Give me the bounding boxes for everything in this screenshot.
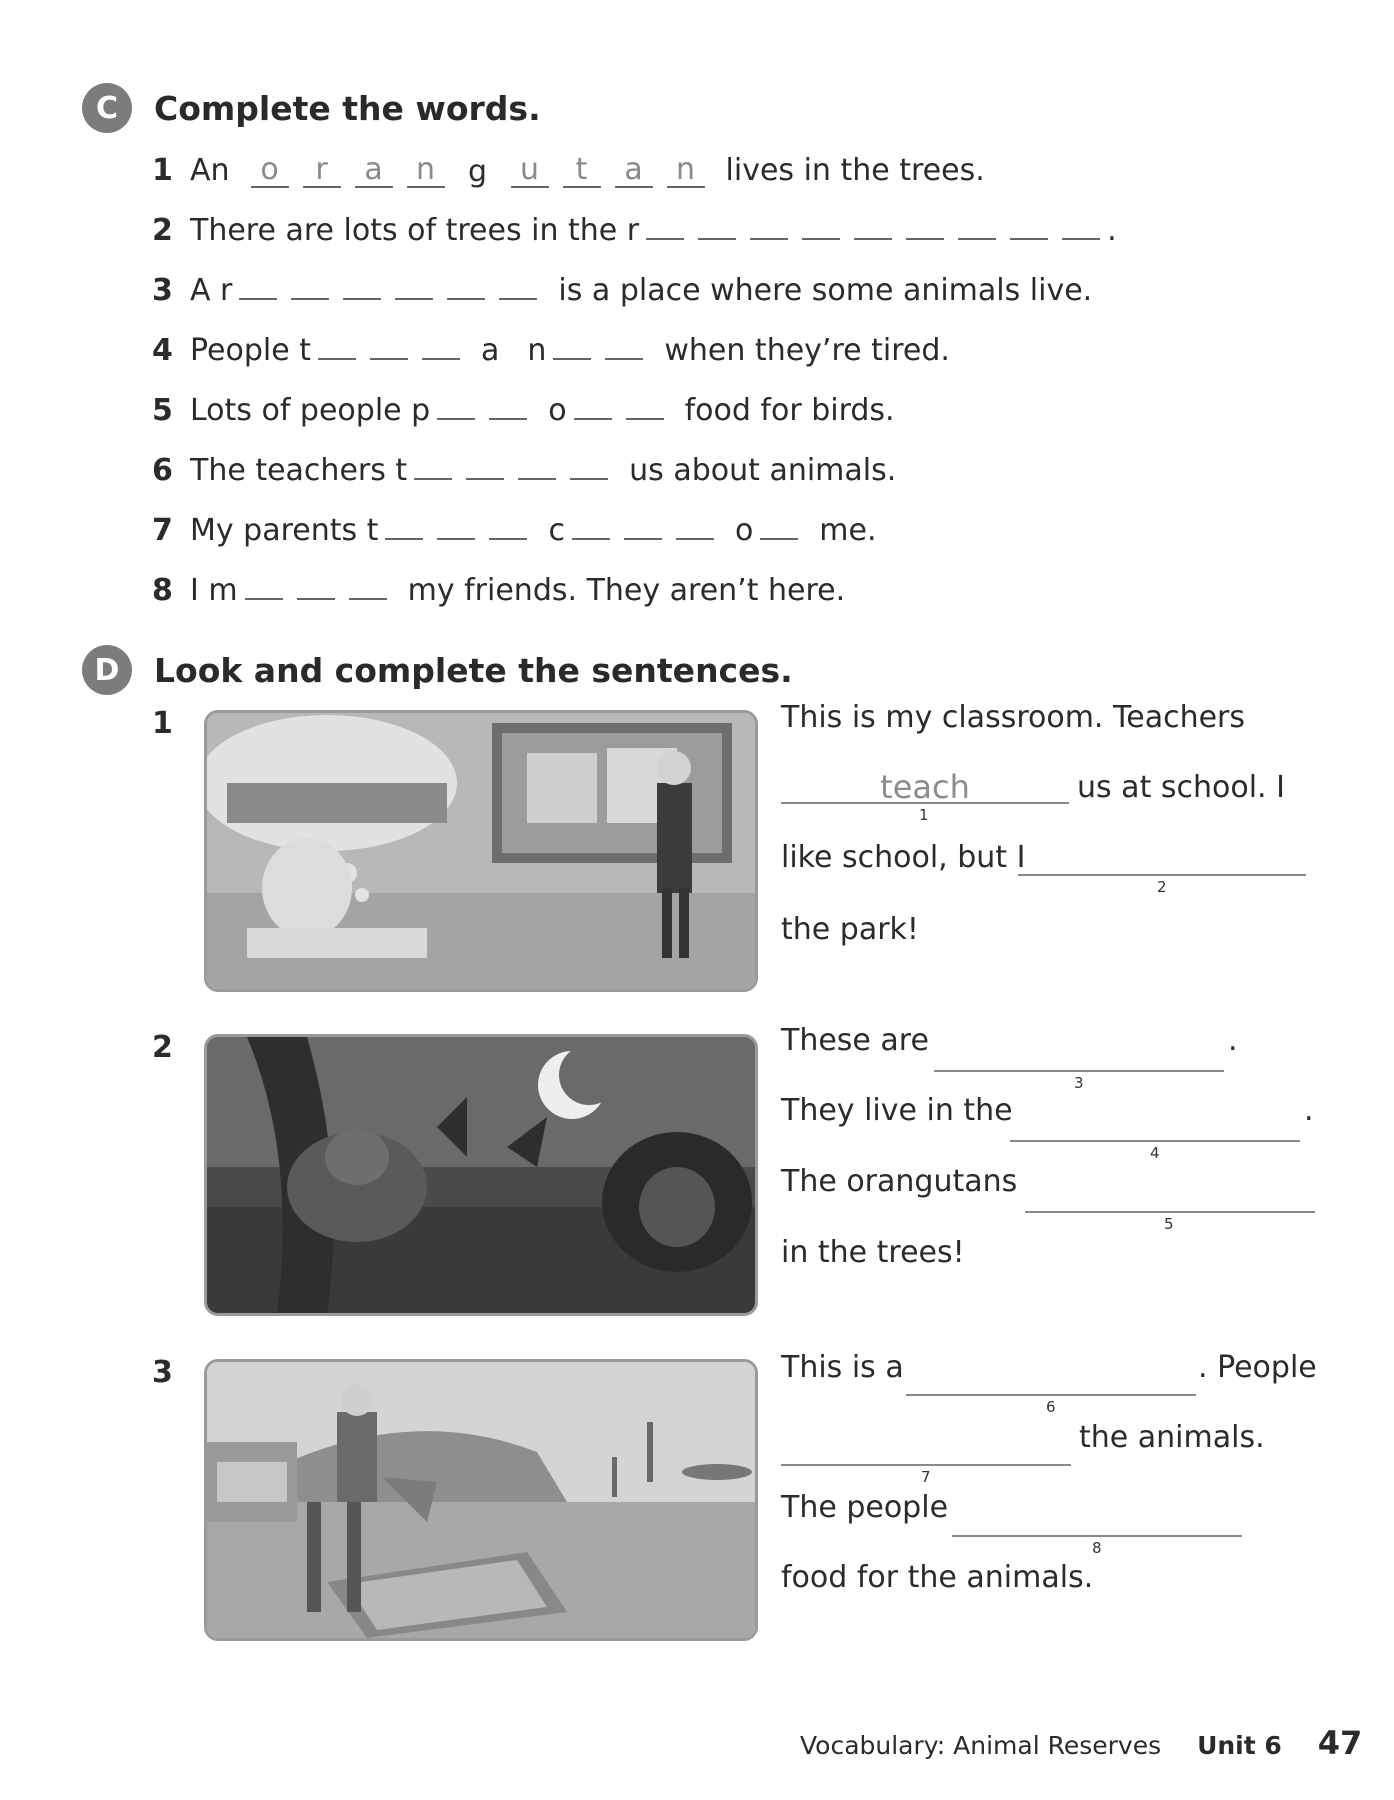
c-item-6: [152, 448, 896, 488]
animal-reserve-illustration: [204, 1359, 758, 1641]
section-d-heading: [82, 645, 793, 695]
letter-blank[interactable]: [489, 416, 527, 420]
blank-number: 4: [1150, 1144, 1160, 1162]
example-letter: n: [407, 154, 445, 188]
letter-blank[interactable]: [395, 296, 433, 300]
letter-blank[interactable]: [318, 356, 356, 360]
item-text: my friends. They aren’t here.: [407, 573, 846, 608]
c-item-3: [152, 268, 1092, 308]
d1-line-2: us at school. I: [1077, 770, 1285, 805]
d-item-number: 1: [152, 706, 173, 741]
d2-line-2: They live in the: [781, 1093, 1013, 1128]
letter-blank[interactable]: [385, 536, 423, 540]
item-text: .: [1107, 213, 1117, 248]
letter-blank[interactable]: [518, 476, 556, 480]
d2-line-1: These are: [781, 1023, 929, 1058]
letter-blank[interactable]: [245, 596, 283, 600]
item-text: is a place where some animals live.: [558, 273, 1093, 308]
given-letter: c: [548, 513, 565, 548]
item-text: The teachers t: [190, 453, 408, 488]
letter-blank[interactable]: [349, 596, 387, 600]
letter-blank[interactable]: [750, 236, 788, 240]
d2-line-3: The orangutans: [781, 1164, 1018, 1199]
example-answer: teach: [880, 768, 970, 806]
letter-blank[interactable]: [370, 356, 408, 360]
given-letter: n: [527, 333, 547, 368]
d1-line-3: like school, but I: [781, 840, 1026, 875]
item-text: There are lots of trees in the r: [190, 213, 640, 248]
blank-number: 5: [1164, 1215, 1174, 1233]
section-c-title: Complete the words.: [154, 88, 541, 128]
given-letter: g: [468, 154, 488, 189]
example-letter: u: [511, 154, 549, 188]
item-text: lives in the trees.: [725, 153, 985, 188]
d1-line-1: This is my classroom. Teachers: [781, 700, 1246, 735]
letter-blank[interactable]: [553, 356, 591, 360]
item-number: 3: [152, 273, 173, 308]
d2-line-4: in the trees!: [781, 1235, 965, 1270]
letter-blank[interactable]: [437, 536, 475, 540]
d3-line-1b: . People: [1198, 1350, 1317, 1385]
answer-blank-5[interactable]: [1025, 1211, 1315, 1213]
example-letter: n: [667, 154, 705, 188]
answer-blank-8[interactable]: [952, 1535, 1242, 1537]
blank-number: 8: [1092, 1539, 1102, 1557]
letter-blank[interactable]: [646, 236, 684, 240]
d3-line-3: The people: [781, 1490, 949, 1525]
answer-blank-6[interactable]: [906, 1394, 1196, 1396]
item-text: when they’re tired.: [664, 333, 950, 368]
example-letter: r: [303, 154, 341, 188]
example-letter: a: [355, 154, 393, 188]
letter-blank[interactable]: [626, 416, 664, 420]
letter-blank[interactable]: [605, 356, 643, 360]
letter-blank[interactable]: [574, 416, 612, 420]
c-item-1: [152, 148, 985, 188]
letter-blank[interactable]: [489, 536, 527, 540]
c-item-7: [152, 508, 877, 548]
letter-blank[interactable]: [291, 296, 329, 300]
section-c-heading: [82, 83, 541, 133]
d3-line-4: food for the animals.: [781, 1560, 1094, 1595]
item-number: 1: [152, 153, 173, 188]
item-number: 6: [152, 453, 173, 488]
answer-blank-4[interactable]: [1010, 1140, 1300, 1142]
c-item-8: [152, 568, 845, 608]
c-item-2: [152, 208, 1117, 248]
d2-period-2: .: [1304, 1093, 1314, 1128]
blank-number: 2: [1157, 878, 1167, 896]
item-text: A r: [190, 273, 233, 308]
item-text: People t: [190, 333, 311, 368]
given-letter: a: [480, 333, 500, 368]
answer-blank-2[interactable]: [1018, 874, 1306, 876]
d-item-number: 2: [152, 1030, 173, 1065]
blank-number: 6: [1046, 1398, 1056, 1416]
answer-blank-3[interactable]: [934, 1070, 1224, 1072]
page-footer: [800, 1724, 1362, 1762]
letter-blank[interactable]: [297, 596, 335, 600]
letter-blank[interactable]: [570, 476, 608, 480]
blank-number: 3: [1074, 1074, 1084, 1092]
item-text: An: [190, 153, 230, 188]
item-number: 7: [152, 513, 173, 548]
letter-blank[interactable]: [343, 296, 381, 300]
item-number: 4: [152, 333, 173, 368]
example-letter: o: [251, 154, 289, 188]
answer-blank-7[interactable]: [781, 1464, 1071, 1466]
footer-topic: Vocabulary: Animal Reserves: [800, 1731, 1162, 1760]
letter-blank[interactable]: [466, 476, 504, 480]
item-number: 2: [152, 213, 173, 248]
letter-blank[interactable]: [802, 236, 840, 240]
given-letter: o: [734, 513, 754, 548]
letter-blank[interactable]: [437, 416, 475, 420]
blank-number: 7: [921, 1468, 931, 1486]
letter-blank[interactable]: [958, 236, 996, 240]
page-number: 47: [1317, 1724, 1363, 1762]
night-forest-illustration: [204, 1034, 758, 1316]
item-text: Lots of people p: [190, 393, 431, 428]
letter-blank[interactable]: [1062, 236, 1100, 240]
letter-blank[interactable]: [760, 536, 798, 540]
d1-line-4: the park!: [781, 912, 919, 947]
item-text: I m: [190, 573, 238, 608]
item-text: food for birds.: [684, 393, 895, 428]
d3-line-2: the animals.: [1079, 1420, 1265, 1455]
given-letter: o: [548, 393, 567, 428]
letter-blank[interactable]: [698, 236, 736, 240]
letter-blank[interactable]: [422, 356, 460, 360]
footer-unit: Unit 6: [1197, 1731, 1282, 1760]
section-d-title: Look and complete the sentences.: [154, 650, 793, 690]
letter-blank[interactable]: [676, 536, 714, 540]
section-d-badge: D: [82, 645, 132, 695]
letter-blank[interactable]: [854, 236, 892, 240]
letter-blank[interactable]: [572, 536, 610, 540]
letter-blank[interactable]: [447, 296, 485, 300]
d2-period-1: .: [1228, 1023, 1238, 1058]
classroom-illustration: [204, 710, 758, 992]
letter-blank[interactable]: [239, 296, 277, 300]
item-text: us about animals.: [629, 453, 897, 488]
example-letter: t: [563, 154, 601, 188]
blank-number: 1: [919, 806, 929, 824]
example-letter: a: [615, 154, 653, 188]
letter-blank[interactable]: [499, 296, 537, 300]
section-c-badge: C: [82, 83, 132, 133]
item-text: me.: [819, 513, 877, 548]
item-text: My parents t: [190, 513, 379, 548]
letter-blank[interactable]: [1010, 236, 1048, 240]
letter-blank[interactable]: [906, 236, 944, 240]
c-item-5: [152, 388, 895, 428]
d3-line-1: This is a: [781, 1350, 904, 1385]
c-item-4: [152, 328, 950, 368]
item-number: 8: [152, 573, 173, 608]
letter-blank[interactable]: [414, 476, 452, 480]
d-item-number: 3: [152, 1355, 173, 1390]
item-number: 5: [152, 393, 173, 428]
letter-blank[interactable]: [624, 536, 662, 540]
